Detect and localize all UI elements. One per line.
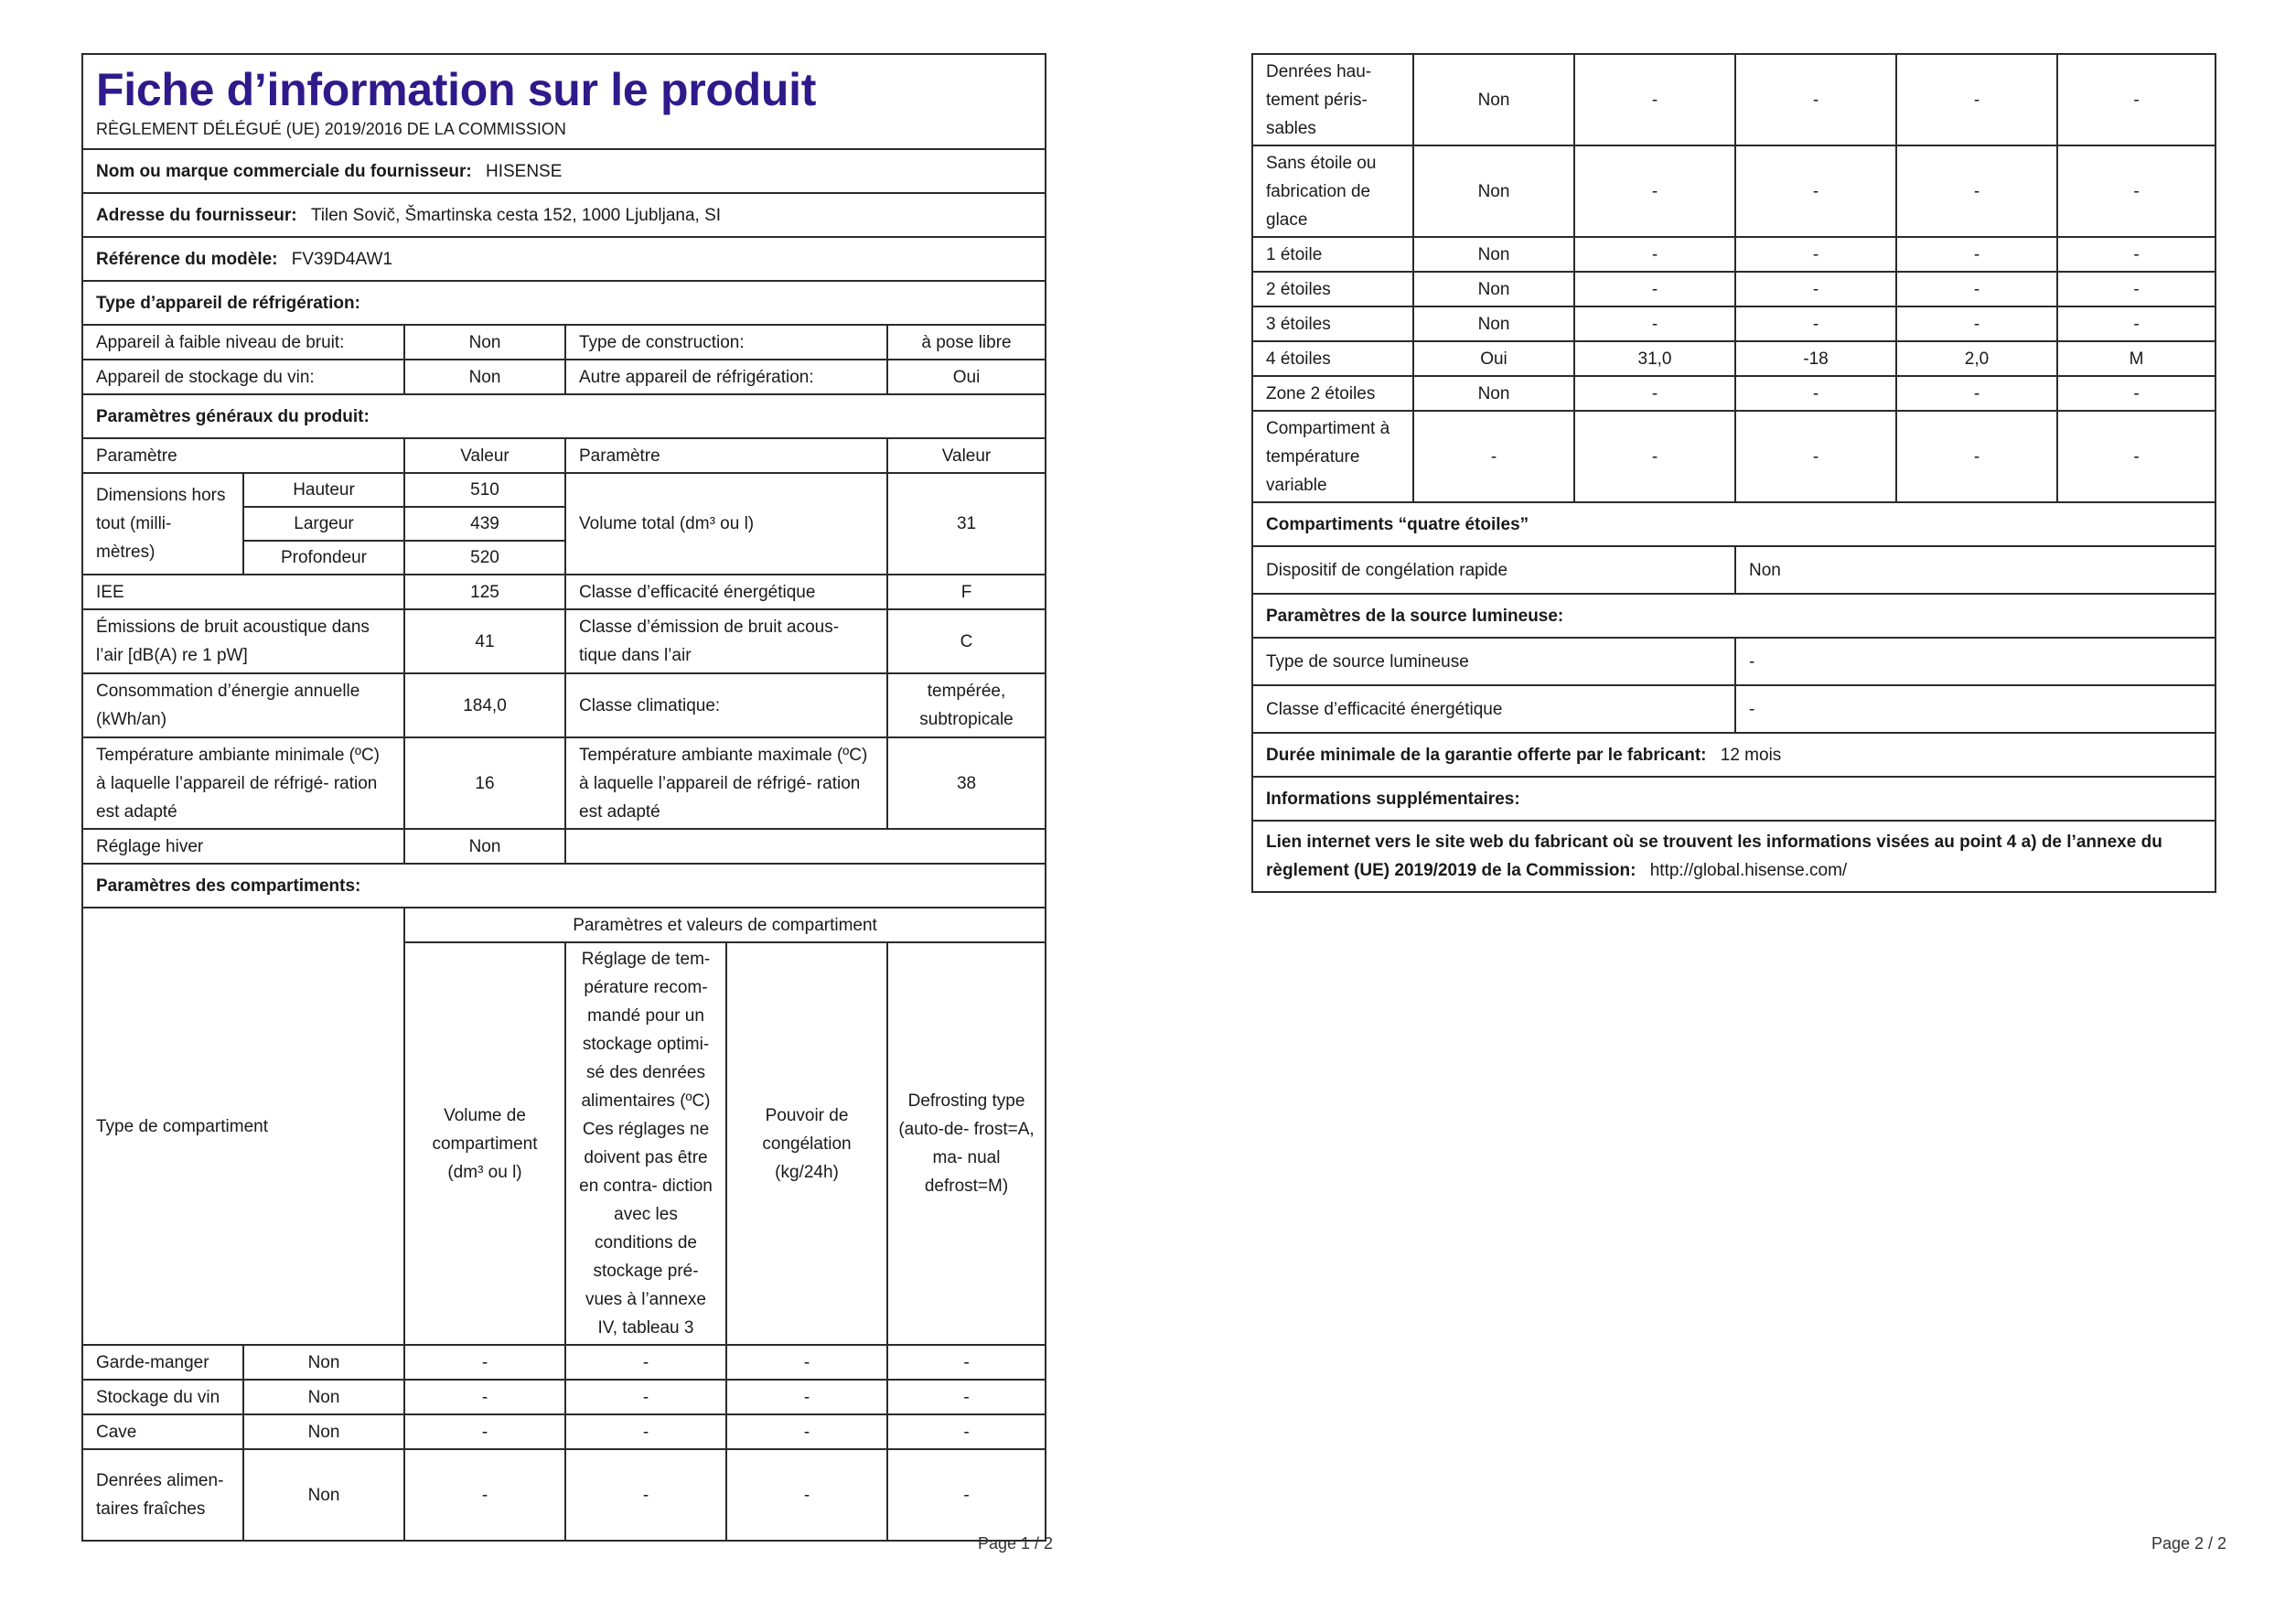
winter-setting-label: Réglage hiver xyxy=(82,829,404,864)
model-reference-row xyxy=(82,237,1046,281)
appliance-type-heading: Type d’appareil de réfrigération: xyxy=(82,281,1046,325)
compartment-defrost: - xyxy=(2057,376,2216,411)
column-header-volume: Volume de compartiment (dm³ ou l) xyxy=(404,942,565,1345)
supplier-address-row xyxy=(82,193,1046,237)
manufacturer-link-label: Lien internet vers le site web du fabricant où se trouvent les informations visées au point 4 a) de l’annexe du règlement (UE) 2019/2019 de la Commission: xyxy=(1266,833,2162,880)
compartment-volume: - xyxy=(404,1345,565,1380)
compartment-volume: - xyxy=(1574,376,1735,411)
compartment-present: Non xyxy=(1413,306,1574,341)
light-source-heading: Paramètres de la source lumineuse: xyxy=(1252,594,2216,638)
compartment-values-group-header: Paramètres et valeurs de compartiment xyxy=(404,908,1046,942)
supplier-name-value: HISENSE xyxy=(485,161,563,181)
product-info-table-page-2 xyxy=(1251,53,2216,893)
column-header-value: Valeur xyxy=(887,438,1046,473)
compartment-name: 4 étoiles xyxy=(1252,341,1413,376)
compartment-row xyxy=(1252,145,2216,237)
compartment-row xyxy=(82,1345,1046,1380)
compartment-temperature: - xyxy=(1735,272,1896,306)
compartment-temperature: - xyxy=(1735,306,1896,341)
noise-emission-label: Émissions de bruit acoustique dans l’air [dB(A) re 1 pW] xyxy=(82,609,404,673)
climate-class-label: Classe climatique: xyxy=(565,673,887,737)
compartment-temperature: - xyxy=(565,1345,726,1380)
compartment-temperature: -18 xyxy=(1735,341,1896,376)
eei-value: 125 xyxy=(404,575,565,609)
dimensions-label: Dimensions hors tout (milli- mètres) xyxy=(82,473,243,575)
compartment-freezing: - xyxy=(1896,272,2057,306)
compartment-temperature: - xyxy=(1735,54,1896,145)
other-appliance-label: Autre appareil de réfrigération: xyxy=(565,360,887,394)
compartment-name: 1 étoile xyxy=(1252,237,1413,272)
compartment-volume: - xyxy=(1574,54,1735,145)
compartment-present: Oui xyxy=(1413,341,1574,376)
min-temperature-value: 16 xyxy=(404,737,565,829)
compartment-defrost: - xyxy=(887,1345,1046,1380)
light-energy-class-label: Classe d’efficacité énergétique xyxy=(1252,685,1735,733)
product-info-table-page-1 xyxy=(81,53,1046,1542)
winter-setting-value: Non xyxy=(404,829,565,864)
compartment-present: Non xyxy=(243,1380,404,1414)
column-header-defrost: Defrosting type (auto-de- frost=A, ma- nual defrost=M) xyxy=(887,942,1046,1345)
energy-class-label: Classe d’efficacité énergétique xyxy=(565,575,887,609)
supplier-address-label: Adresse du fournisseur: xyxy=(96,205,297,225)
compartment-defrost: - xyxy=(887,1449,1046,1541)
compartment-temperature: - xyxy=(1735,411,1896,502)
fast-freeze-label: Dispositif de congélation rapide xyxy=(1252,546,1735,594)
total-volume-label: Volume total (dm³ ou l) xyxy=(565,473,887,575)
compartment-present: Non xyxy=(243,1414,404,1449)
wine-storage-label: Appareil de stockage du vin: xyxy=(82,360,404,394)
compartment-temperature: - xyxy=(565,1449,726,1541)
compartment-present: Non xyxy=(1413,54,1574,145)
header-cell xyxy=(82,54,1046,149)
compartment-temperature: - xyxy=(1735,145,1896,237)
page-number: Page 2 / 2 xyxy=(2151,1534,2227,1553)
compartment-row xyxy=(1252,341,2216,376)
min-temperature-label: Température ambiante minimale (ºC) à laquelle l’appareil de réfrigé- ration est adapté xyxy=(82,737,404,829)
noise-class-label: Classe d’émission de bruit acous- tique dans l’air xyxy=(565,609,887,673)
fast-freeze-value: Non xyxy=(1735,546,2216,594)
compartment-defrost: - xyxy=(887,1380,1046,1414)
four-star-heading: Compartiments “quatre étoiles” xyxy=(1252,502,2216,546)
compartment-defrost: M xyxy=(2057,341,2216,376)
compartment-freezing: - xyxy=(1896,54,2057,145)
compartment-temperature: - xyxy=(565,1380,726,1414)
additional-info-heading: Informations supplémentaires: xyxy=(1252,777,2216,821)
width-value: 439 xyxy=(404,507,565,541)
compartment-present: Non xyxy=(1413,376,1574,411)
compartment-temperature: - xyxy=(565,1414,726,1449)
compartment-volume: - xyxy=(1574,237,1735,272)
compartment-defrost: - xyxy=(2057,306,2216,341)
supplier-address-value: Tilen Sovič, Šmartinska cesta 152, 1000 Ljubljana, SI xyxy=(310,205,722,225)
compartment-volume: - xyxy=(404,1380,565,1414)
compartment-name: Sans étoile ou fabrication de glace xyxy=(1252,145,1413,237)
compartment-freezing: - xyxy=(726,1414,887,1449)
compartment-rows-page-2 xyxy=(1252,54,2216,502)
column-header-temperature: Réglage de tem- pérature recom- mandé pour un stockage optimi- sé des denrées alimentaires (ºC) Ces réglages ne doivent pas être en contra- diction avec les conditions de stockage pré- vues à l’annexe IV, tableau 3 xyxy=(565,942,726,1345)
supplier-name-row xyxy=(82,149,1046,193)
compartment-row xyxy=(1252,306,2216,341)
max-temperature-label: Température ambiante maximale (ºC) à laquelle l’appareil de réfrigé- ration est adapté xyxy=(565,737,887,829)
compartment-row xyxy=(1252,237,2216,272)
compartment-row xyxy=(82,1449,1046,1541)
low-noise-value: Non xyxy=(404,325,565,360)
compartment-rows-page-1 xyxy=(82,1345,1046,1541)
compartment-volume: - xyxy=(404,1449,565,1541)
compartment-name: Cave xyxy=(82,1414,243,1449)
wine-storage-value: Non xyxy=(404,360,565,394)
compartment-name: 2 étoiles xyxy=(1252,272,1413,306)
warranty-label: Durée minimale de la garantie offerte par le fabricant: xyxy=(1266,745,1707,765)
compartment-defrost: - xyxy=(2057,411,2216,502)
construction-type-label: Type de construction: xyxy=(565,325,887,360)
compartment-row xyxy=(1252,272,2216,306)
model-reference-label: Référence du modèle: xyxy=(96,249,278,269)
compartment-temperature: - xyxy=(1735,376,1896,411)
empty-cell xyxy=(565,829,1046,864)
warranty-value: 12 mois xyxy=(1720,745,1782,765)
compartment-name: Zone 2 étoiles xyxy=(1252,376,1413,411)
max-temperature-value: 38 xyxy=(887,737,1046,829)
construction-type-value: à pose libre xyxy=(887,325,1046,360)
depth-value: 520 xyxy=(404,541,565,575)
noise-class-value: C xyxy=(887,609,1046,673)
compartment-freezing: - xyxy=(1896,306,2057,341)
width-label: Largeur xyxy=(243,507,404,541)
compartment-present: Non xyxy=(1413,145,1574,237)
compartment-freezing: - xyxy=(726,1345,887,1380)
compartment-name: Denrées alimen- taires fraîches xyxy=(82,1449,243,1541)
compartment-volume: - xyxy=(1574,411,1735,502)
compartment-present: - xyxy=(1413,411,1574,502)
height-value: 510 xyxy=(404,473,565,507)
compartment-volume: 31,0 xyxy=(1574,341,1735,376)
page-title: Fiche d’information sur le produit xyxy=(96,64,817,115)
annual-energy-value: 184,0 xyxy=(404,673,565,737)
total-volume-value: 31 xyxy=(887,473,1046,575)
other-appliance-value: Oui xyxy=(887,360,1046,394)
column-header-parameter: Paramètre xyxy=(82,438,404,473)
compartment-volume: - xyxy=(1574,145,1735,237)
compartment-temperature: - xyxy=(1735,237,1896,272)
height-label: Hauteur xyxy=(243,473,404,507)
light-source-type-label: Type de source lumineuse xyxy=(1252,638,1735,685)
manufacturer-link-row xyxy=(1252,821,2216,892)
light-energy-class-value: - xyxy=(1735,685,2216,733)
general-parameters-heading: Paramètres généraux du produit: xyxy=(82,394,1046,438)
compartment-defrost: - xyxy=(2057,145,2216,237)
compartments-heading: Paramètres des compartiments: xyxy=(82,864,1046,908)
compartment-row xyxy=(82,1380,1046,1414)
compartment-freezing: - xyxy=(726,1380,887,1414)
compartment-volume: - xyxy=(1574,272,1735,306)
noise-emission-value: 41 xyxy=(404,609,565,673)
compartment-volume: - xyxy=(1574,306,1735,341)
page-number: Page 1 / 2 xyxy=(978,1534,1054,1553)
compartment-name: 3 étoiles xyxy=(1252,306,1413,341)
low-noise-label: Appareil à faible niveau de bruit: xyxy=(82,325,404,360)
column-header-parameter: Paramètre xyxy=(565,438,887,473)
compartment-freezing: - xyxy=(1896,411,2057,502)
annual-energy-label: Consommation d’énergie annuelle (kWh/an) xyxy=(82,673,404,737)
compartment-present: Non xyxy=(243,1345,404,1380)
column-header-freezing: Pouvoir de congélation (kg/24h) xyxy=(726,942,887,1345)
light-source-type-value: - xyxy=(1735,638,2216,685)
manufacturer-link[interactable]: http://global.hisense.com/ xyxy=(1649,861,1848,880)
eei-label: IEE xyxy=(82,575,404,609)
compartment-defrost: - xyxy=(887,1414,1046,1449)
compartment-freezing: - xyxy=(1896,237,2057,272)
climate-class-value: tempérée, subtropicale xyxy=(887,673,1046,737)
compartment-present: Non xyxy=(1413,237,1574,272)
compartment-freezing: 2,0 xyxy=(1896,341,2057,376)
compartment-present: Non xyxy=(243,1449,404,1541)
page-subtitle: RÈGLEMENT DÉLÉGUÉ (UE) 2019/2016 DE LA COMMISSION xyxy=(96,120,566,138)
supplier-name-label: Nom ou marque commerciale du fournisseur: xyxy=(96,161,472,181)
compartment-name: Compartiment à température variable xyxy=(1252,411,1413,502)
warranty-row xyxy=(1252,733,2216,777)
compartment-row xyxy=(82,1414,1046,1449)
compartment-defrost: - xyxy=(2057,54,2216,145)
compartment-name: Denrées hau- tement péris- sables xyxy=(1252,54,1413,145)
compartment-type-header: Type de compartiment xyxy=(82,908,404,1345)
compartment-freezing: - xyxy=(1896,376,2057,411)
compartment-defrost: - xyxy=(2057,237,2216,272)
compartment-row xyxy=(1252,376,2216,411)
compartment-freezing: - xyxy=(726,1449,887,1541)
compartment-volume: - xyxy=(404,1414,565,1449)
model-reference-value: FV39D4AW1 xyxy=(291,249,392,269)
compartment-name: Garde-manger xyxy=(82,1345,243,1380)
compartment-present: Non xyxy=(1413,272,1574,306)
compartment-row xyxy=(1252,54,2216,145)
column-header-value: Valeur xyxy=(404,438,565,473)
compartment-row xyxy=(1252,411,2216,502)
depth-label: Profondeur xyxy=(243,541,404,575)
compartment-freezing: - xyxy=(1896,145,2057,237)
compartment-defrost: - xyxy=(2057,272,2216,306)
energy-class-value: F xyxy=(887,575,1046,609)
compartment-name: Stockage du vin xyxy=(82,1380,243,1414)
